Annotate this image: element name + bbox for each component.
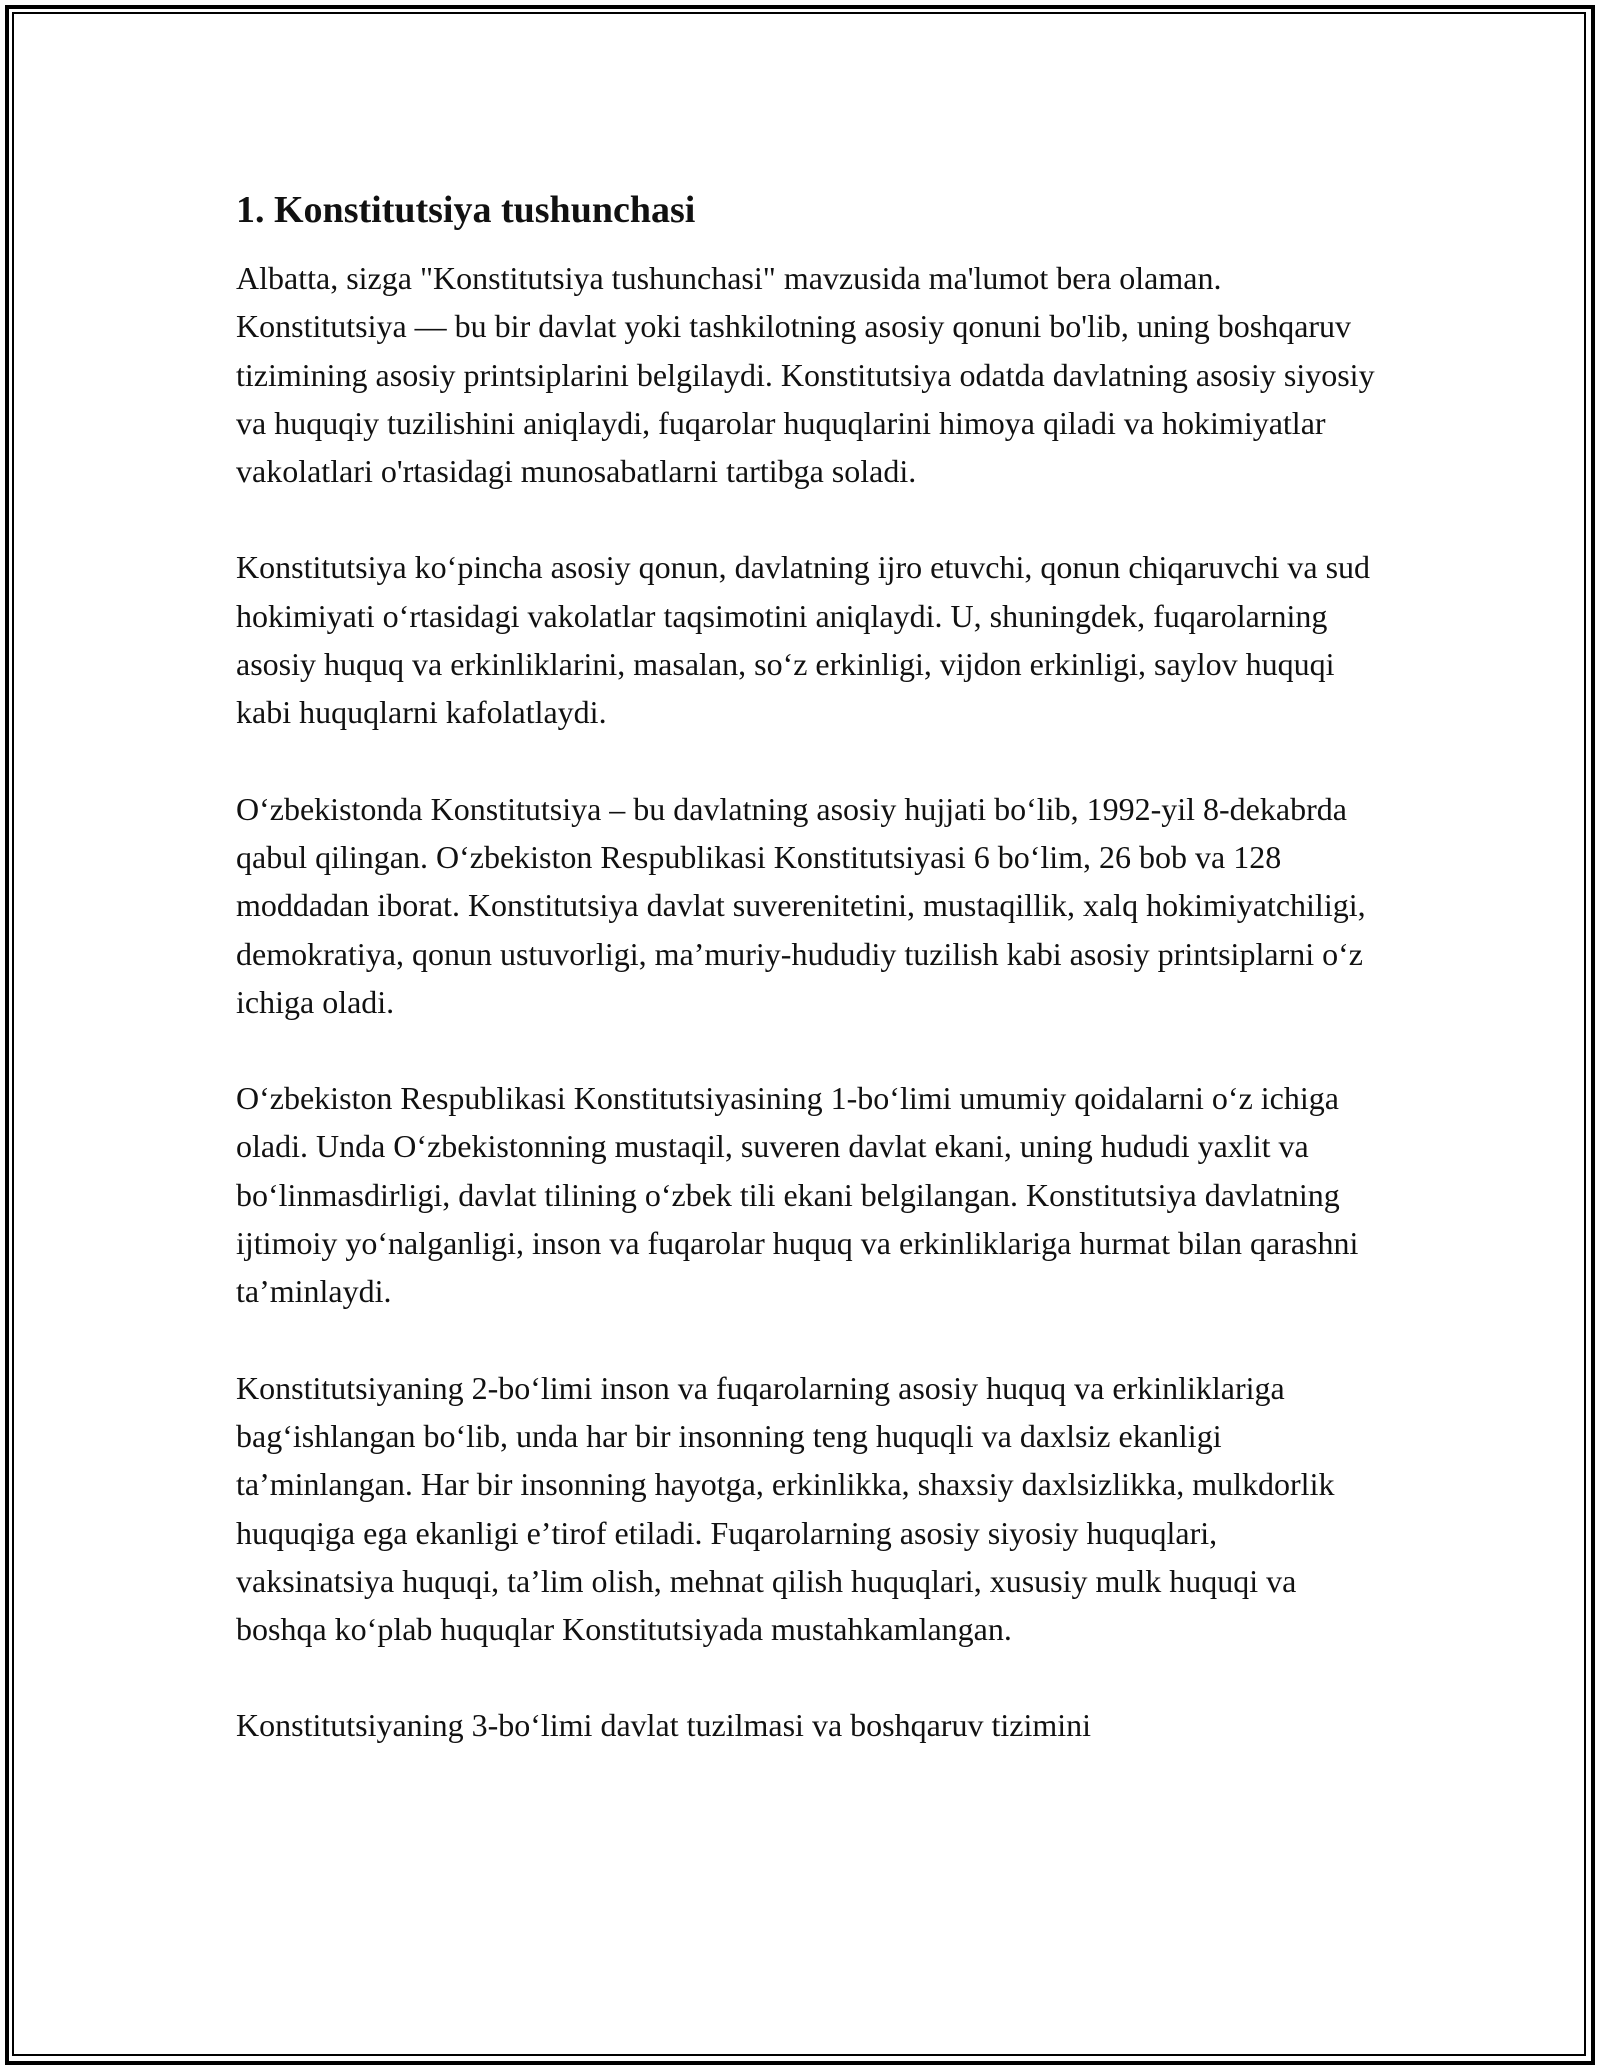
paragraph-section-1: Oʻzbekiston Respublikasi Konstitutsiyasining 1-boʻlimi umumiy qoidalarni oʻz ichiga oladi. Unda Oʻzbekistonning mustaqil, suveren davlat ekani, uning hududi yaxlit va boʻlinmasdirligi, davlat tilining oʻzbek tili ekani belgilangan. Konstitutsiya davlatning ijtimoiy yoʻnalganligi, inson va fuqarolar huquq va erkinliklariga hurmat bilan qarashni taʼminlaydi.	[236, 1080, 1359, 1310]
document-body	[236, 186, 1376, 1798]
paragraph-section-2: Konstitutsiyaning 2-boʻlimi inson va fuqarolarning asosiy huquq va erkinliklariga bagʻishlangan boʻlib, unda har bir insonning teng huquqli va daxlsiz ekanligi taʼminlangan. Har bir insonning hayotga, erkinlikka, shaxsiy daxlsizlikka, mulkdorlik huquqiga ega ekanligi eʼtirof etiladi. Fuqarolarning asosiy siyosiy huquqlari, vaksinatsiya huquqi, taʼlim olish, mehnat qilish huquqlari, xususiy mulk huquqi va boshqa koʻplab huquqlar Konstitutsiyada mustahkamlangan.	[236, 1369, 1335, 1648]
paragraph-intro: Albatta, sizga "Konstitutsiya tushunchasi" mavzusida ma'lumot bera olaman. Konstitutsiya — bu bir davlat yoki tashkilotning asosiy qonuni bo'lib, uning boshqaruv tizimining asosiy printsiplarini belgilaydi. Konstitutsiya odatda davlatning asosiy siyosiy va huquqiy tuzilishini aniqlaydi, fuqarolar huquqlarini himoya qiladi va hokimiyatlar vakolatlari o'rtasidagi munosabatlarni tartibga soladi.	[236, 260, 1375, 490]
paragraph-section-3: Konstitutsiyaning 3-boʻlimi davlat tuzilmasi va boshqaruv tizimini	[236, 1707, 1091, 1744]
paragraph-uzbekistan: Oʻzbekistonda Konstitutsiya – bu davlatning asosiy hujjati boʻlib, 1992-yil 8-dekabrda qabul qilingan. Oʻzbekiston Respublikasi Konstitutsiyasi 6 boʻlim, 26 bob va 128 moddadan iborat. Konstitutsiya davlat suverenitetini, mustaqillik, xalq hokimiyatchiligi, demokratiya, qonun ustuvorligi, maʼmuriy-hududiy tuzilish kabi asosiy printsiplarni oʻz ichiga oladi.	[236, 790, 1366, 1020]
section-heading: 1. Konstitutsiya tushunchasi	[236, 189, 696, 231]
paragraph-powers: Konstitutsiya koʻpincha asosiy qonun, davlatning ijro etuvchi, qonun chiqaruvchi va sud hokimiyati oʻrtasidagi vakolatlar taqsimotini aniqlaydi. U, shuningdek, fuqarolarning asosiy huquq va erkinliklarini, masalan, soʻz erkinligi, vijdon erkinligi, saylov huquqi kabi huquqlarni kafolatlaydi.	[236, 549, 1371, 731]
